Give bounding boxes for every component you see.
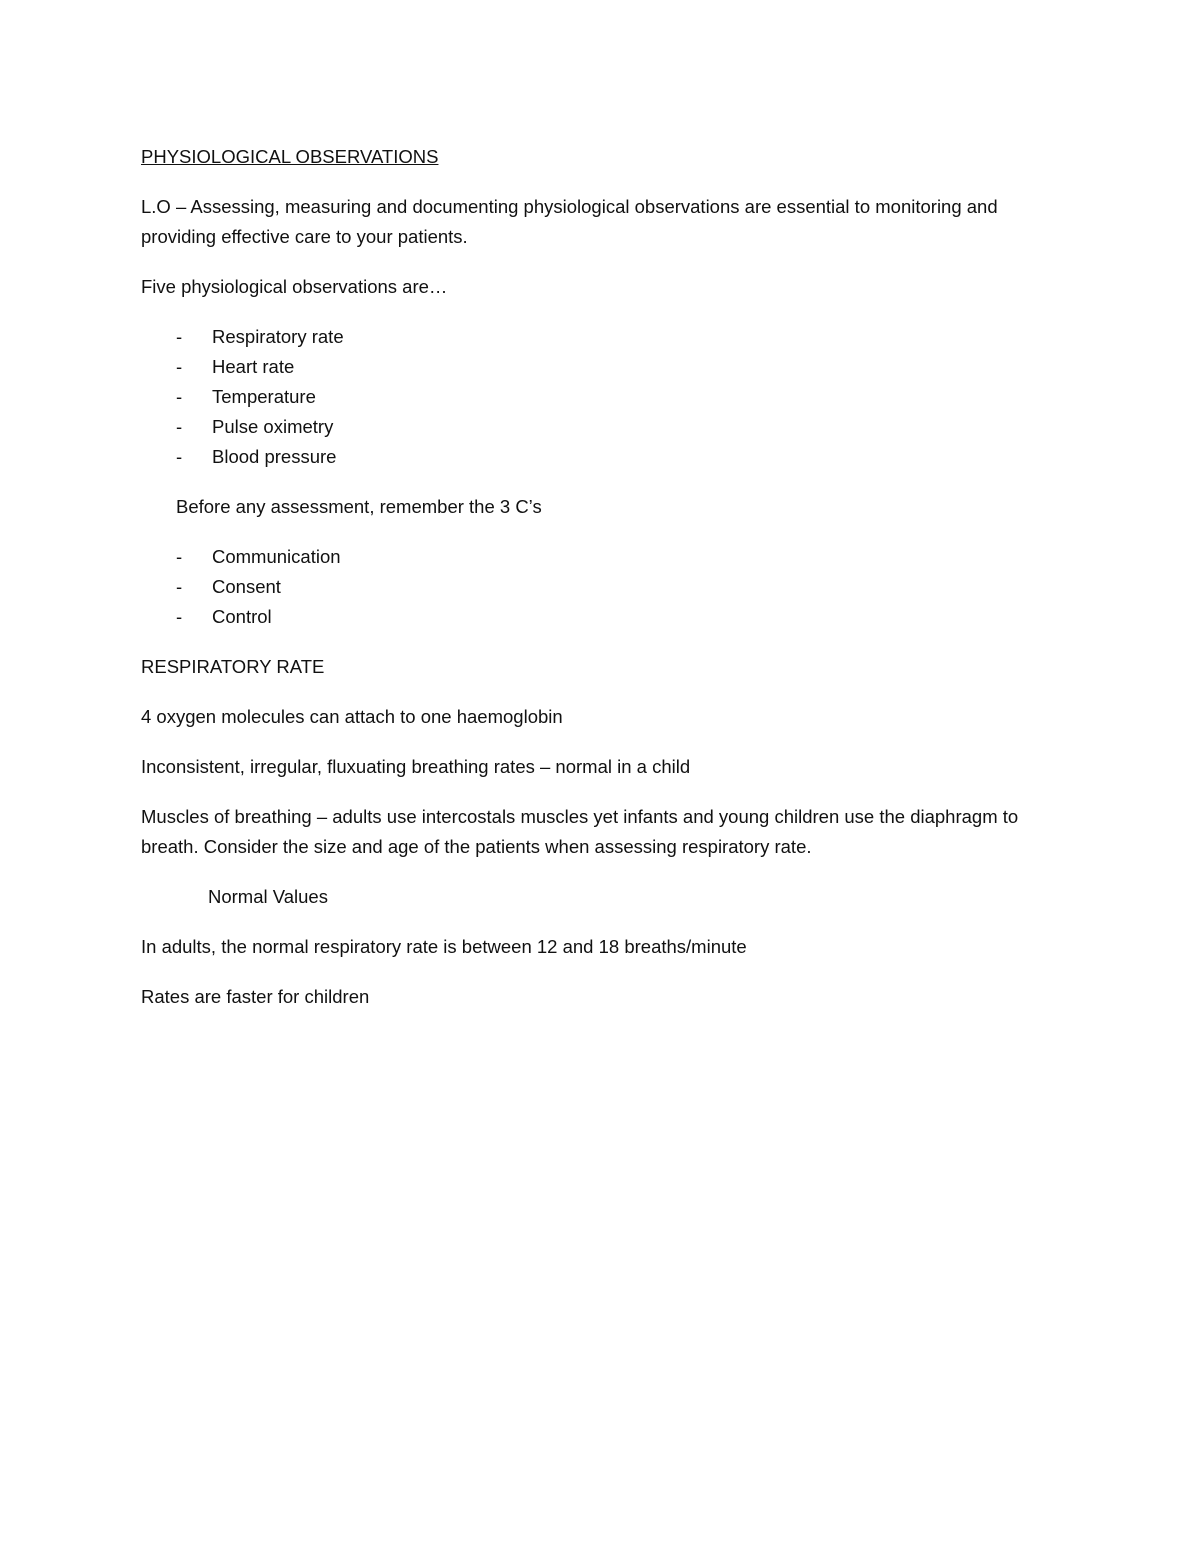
- before-assessment-text: Before any assessment, remember the 3 C’s: [176, 496, 542, 517]
- list-item: [141, 412, 1071, 442]
- dash-bullet: -: [176, 606, 183, 627]
- list-item-text: Consent: [212, 576, 281, 597]
- children-rate-text: Rates are faster for children: [141, 986, 370, 1007]
- list-item-text: Pulse oximetry: [212, 416, 334, 437]
- list-item-text: Control: [212, 606, 272, 627]
- three-cs-list: [141, 542, 1071, 632]
- dash-bullet: -: [176, 356, 183, 377]
- list-item: [141, 352, 1071, 382]
- list-item-text: Heart rate: [212, 356, 295, 377]
- respiratory-rate-heading: RESPIRATORY RATE: [141, 656, 325, 677]
- inconsistent-rates-text: Inconsistent, irregular, fluxuating breathing rates – normal in a child: [141, 756, 691, 777]
- oxygen-molecules-text: 4 oxygen molecules can attach to one haemoglobin: [141, 706, 563, 727]
- document-body: [141, 142, 1071, 1032]
- dash-bullet: -: [176, 386, 183, 407]
- dash-bullet: -: [176, 416, 183, 437]
- adult-respiratory-rate-text: In adults, the normal respiratory rate is between 12 and 18 breaths/minute: [141, 936, 747, 957]
- list-item: [141, 542, 1071, 572]
- list-item: [141, 572, 1071, 602]
- document-title: PHYSIOLOGICAL OBSERVATIONS: [141, 146, 439, 167]
- dash-bullet: -: [176, 546, 183, 567]
- five-observations-intro: Five physiological observations are…: [141, 276, 448, 297]
- list-item: [141, 322, 1071, 352]
- muscles-of-breathing-text: Muscles of breathing – adults use intercostals muscles yet infants and young children use the diaphragm to breath. Consider the size and age of the patients when assessing respiratory rate.: [141, 806, 1019, 857]
- dash-bullet: -: [176, 326, 183, 347]
- learning-outcome: L.O – Assessing, measuring and documenting physiological observations are essential to monitoring and providing effective care to your patients.: [141, 196, 998, 247]
- list-item-text: Communication: [212, 546, 341, 567]
- dash-bullet: -: [176, 446, 183, 467]
- list-item-text: Respiratory rate: [212, 326, 344, 347]
- list-item: [141, 442, 1071, 472]
- list-item-text: Blood pressure: [212, 446, 337, 467]
- dash-bullet: -: [176, 576, 183, 597]
- list-item-text: Temperature: [212, 386, 316, 407]
- list-item: [141, 382, 1071, 412]
- list-item: [141, 602, 1071, 632]
- observations-list: [141, 322, 1071, 472]
- normal-values-heading: Normal Values: [208, 886, 328, 907]
